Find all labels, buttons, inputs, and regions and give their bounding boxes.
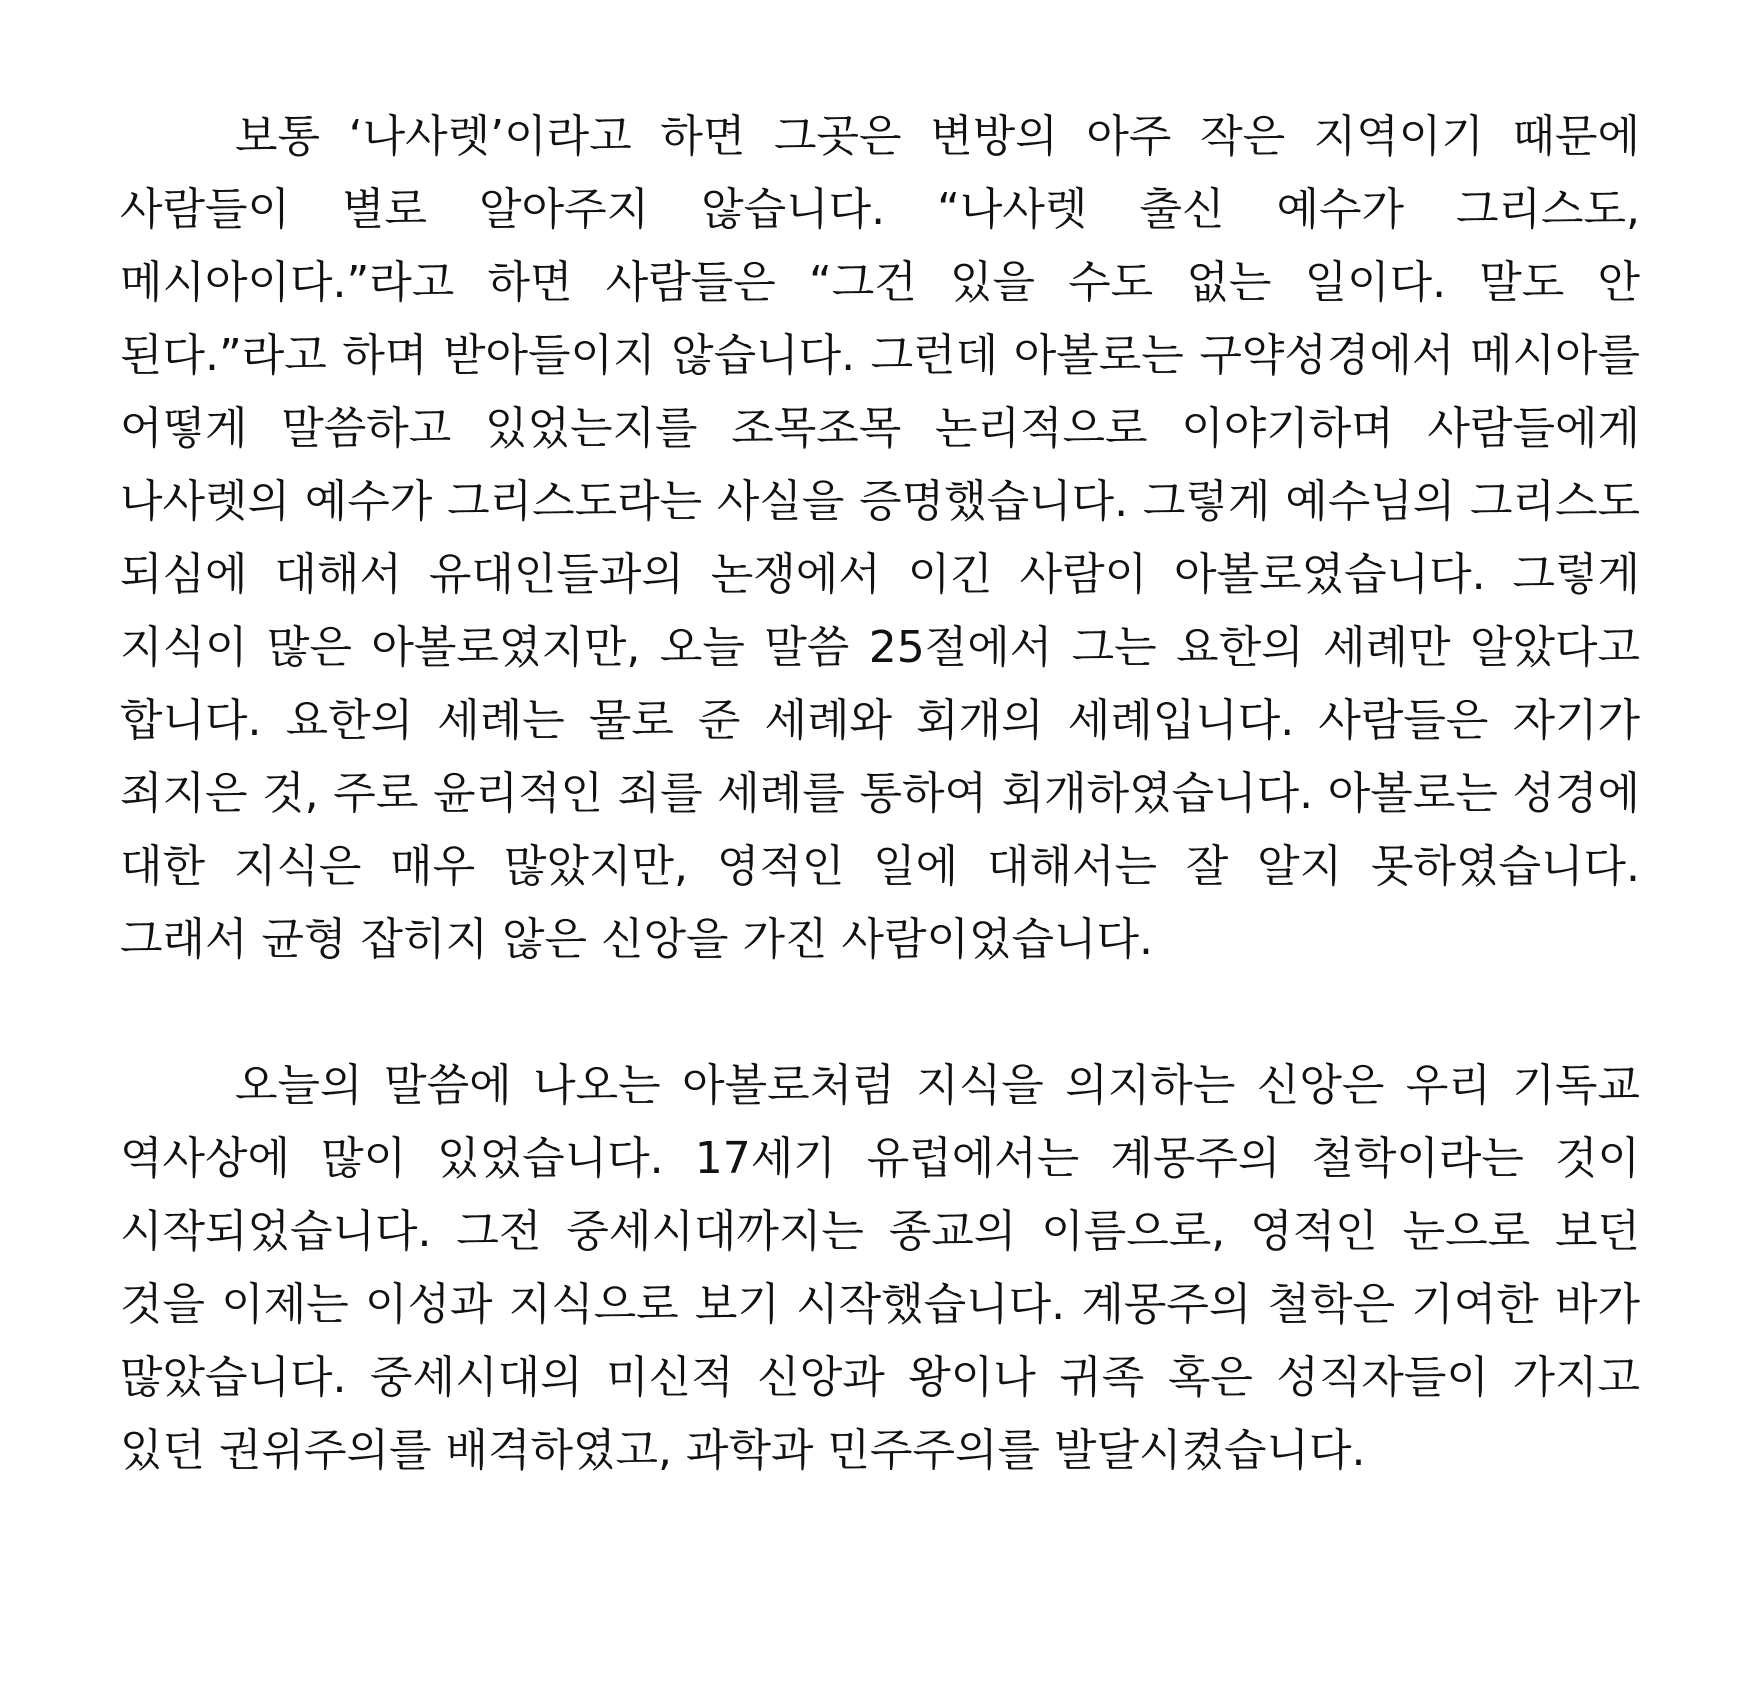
paragraph-apollos-knowledge: 보통 ‘나사렛’이라고 하면 그곳은 변방의 아주 작은 지역이기 때문에 사람들이 별로 알아주지 않습니다. “나사렛 출신 예수가 그리스도, 메시아이다.”라고 하면 사람들은 “그건 있을 수도 없는 일이다. 말도 안 된다.”라고 하며 받아들이지 않습니다. 그런데 아볼로는 구약성경에서 메시아를 어떻게 말씀하고 있었는지를 조목조목 논리적으로 이야기하며 사람들에게 나사렛의 예수가 그리스도라는 사실을 증명했습니다. 그렇게 예수님의 그리스도 되심에 대해서 유대인들과의 논쟁에서 이긴 사람이 아볼로였습니다. 그렇게 지식이 많은 아볼로였지만, 오늘 말씀 25절에서 그는 요한의 세례만 알았다고 합니다. 요한의 세례는 물로 준 세례와 회개의 세례입니다. 사람들은 자기가 죄지은 것, 주로 윤리적인 죄를 세례를 통하여 회개하였습니다. 아볼로는 성경에 대한 지식은 매우 많았지만, 영적인 일에 대해서는 잘 알지 못하였습니다. 그래서 균형 잡히지 않은 신앙을 가진 사람이었습니다.	[120, 111, 1640, 965]
paragraph-enlightenment: 오늘의 말씀에 나오는 아볼로처럼 지식을 의지하는 신앙은 우리 기독교 역사상에 많이 있었습니다. 17세기 유럽에서는 계몽주의 철학이라는 것이 시작되었습니다. 그전 중세시대까지는 종교의 이름으로, 영적인 눈으로 보던 것을 이제는 이성과 지식으로 보기 시작했습니다. 계몽주의 철학은 기여한 바가 많았습니다. 중세시대의 미신적 신앙과 왕이나 귀족 혹은 성직자들이 가지고 있던 권위주의를 배격하였고, 과학과 민주주의를 발달시켰습니다.	[120, 1060, 1640, 1476]
document-page	[120, 100, 1640, 1487]
